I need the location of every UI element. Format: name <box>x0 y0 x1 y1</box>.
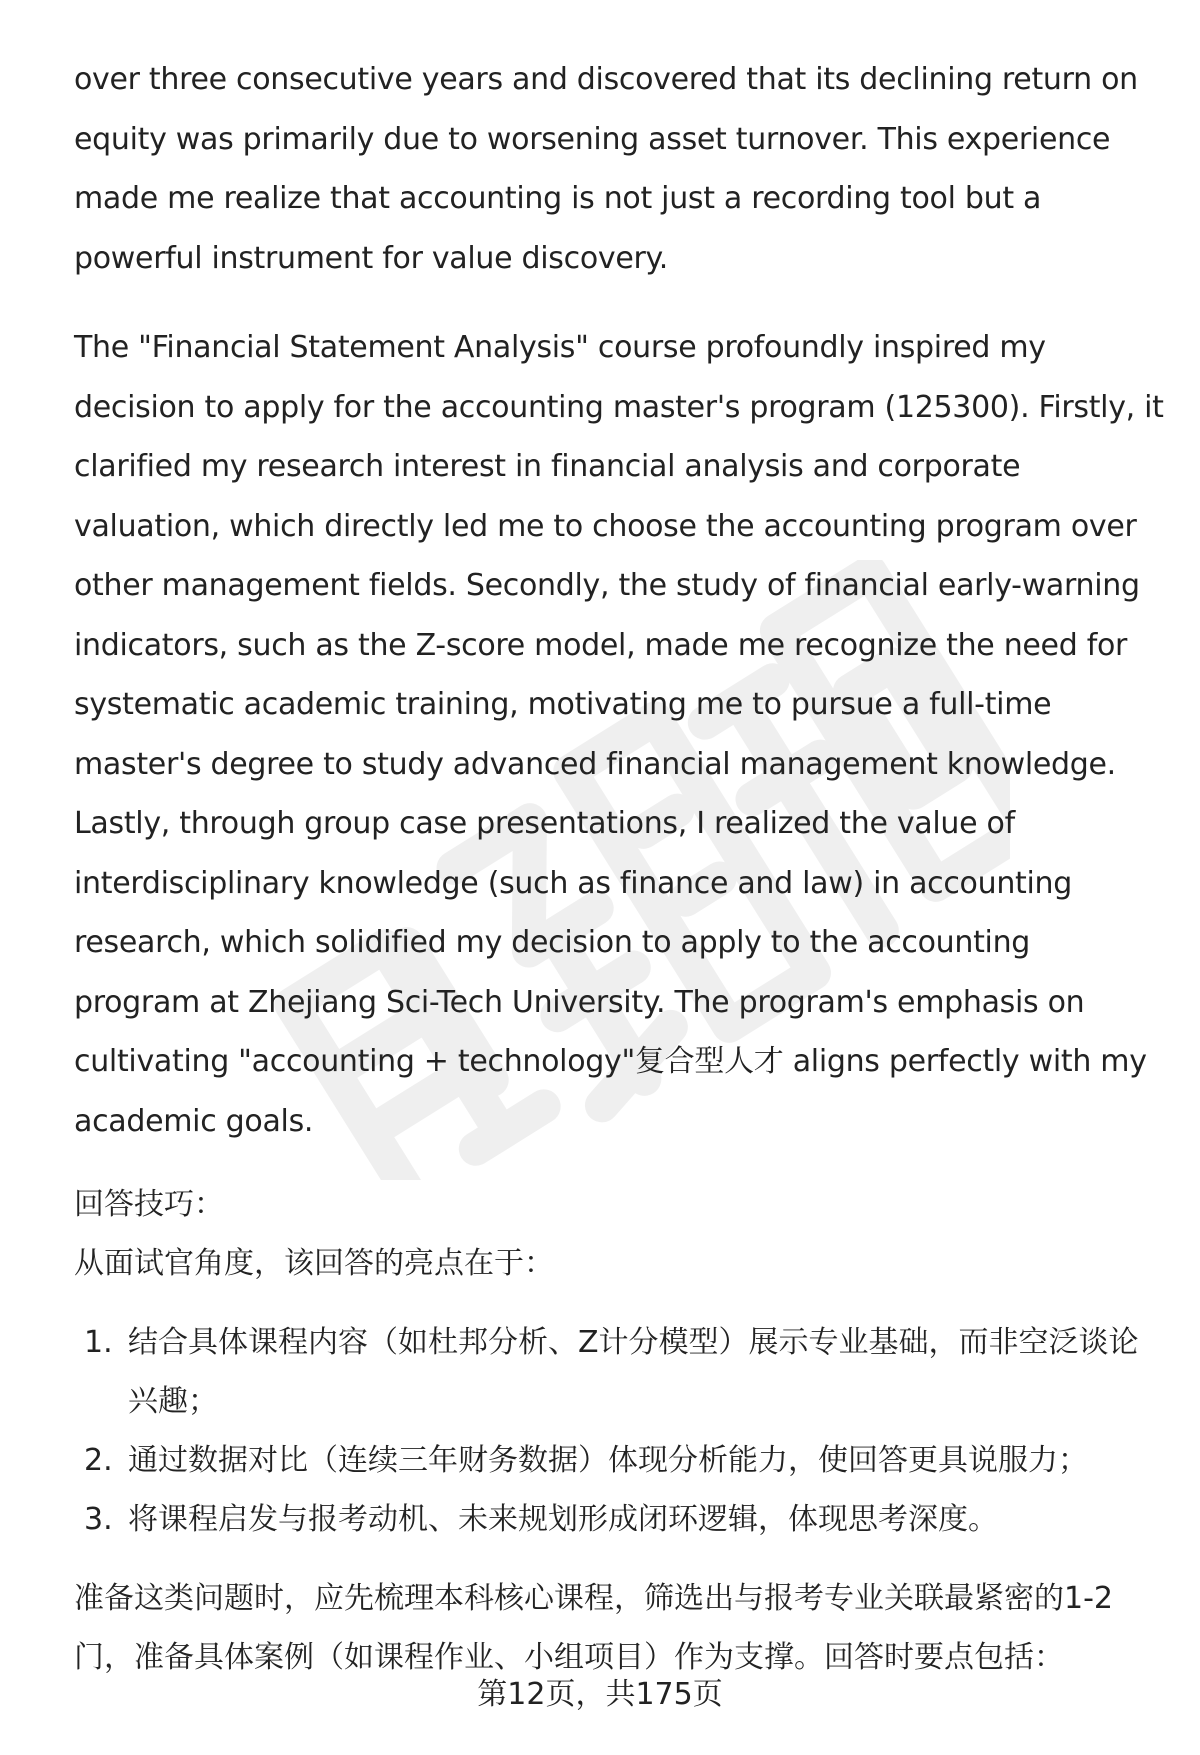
list-item-text: 通过数据对比（连续三年财务数据）体现分析能力，使回答更具说服力； <box>128 1443 1088 1478</box>
list-item <box>74 1313 1164 1431</box>
list-number: 3. <box>84 1502 113 1537</box>
tips-heading: 回答技巧： <box>74 1187 224 1222</box>
list-item <box>74 1490 1164 1549</box>
tips-list <box>74 1313 1164 1549</box>
body-paragraph: over three consecutive years and discovered that its declining return on equity was primarily due to worsening asset turnover. This experience made me realize that accounting is not just a recording tool but a powerful instrument for value discovery. <box>74 62 1138 276</box>
list-item-text: 结合具体课程内容（如杜邦分析、Z计分模型）展示专业基础，而非空泛谈论兴趣； <box>128 1325 1139 1419</box>
list-item <box>74 1431 1164 1490</box>
list-number: 2. <box>84 1443 113 1478</box>
page-number: 第12页，共175页 <box>477 1677 723 1712</box>
body-paragraph: The "Financial Statement Analysis" course profoundly inspired my decision to apply for the accounting master's program (125300). Firstly, it clarified my research interest in financial analysis and corporate valuation, which directly led me to choose the accounting program over other management fields. Secondly, the study of financial early-warning indicators, such as the Z-score model, made me recognize the need for systematic academic training, motivating me to pursue a full-time master's degree to study advanced financial management knowledge. Lastly, through group case presentations, I realized the value of interdisciplinary knowledge (such as finance and law) in accounting research, which solidified my decision to apply to the accounting program at Zhejiang Sci-Tech University. The program's emphasis on cultivating "accounting + technology"复合型人才 aligns perfectly with my academic goals. <box>74 330 1164 1139</box>
list-number: 1. <box>84 1325 113 1360</box>
document-body <box>74 50 1164 1687</box>
tips-intro: 从面试官角度，该回答的亮点在于： <box>74 1246 554 1281</box>
list-item-text: 将课程启发与报考动机、未来规划形成闭环逻辑，体现思考深度。 <box>128 1502 998 1537</box>
prep-paragraph: 准备这类问题时，应先梳理本科核心课程，筛选出与报考专业关联最紧密的1-2门，准备具体案例（如课程作业、小组项目）作为支撑。回答时要点包括： <box>74 1581 1113 1675</box>
